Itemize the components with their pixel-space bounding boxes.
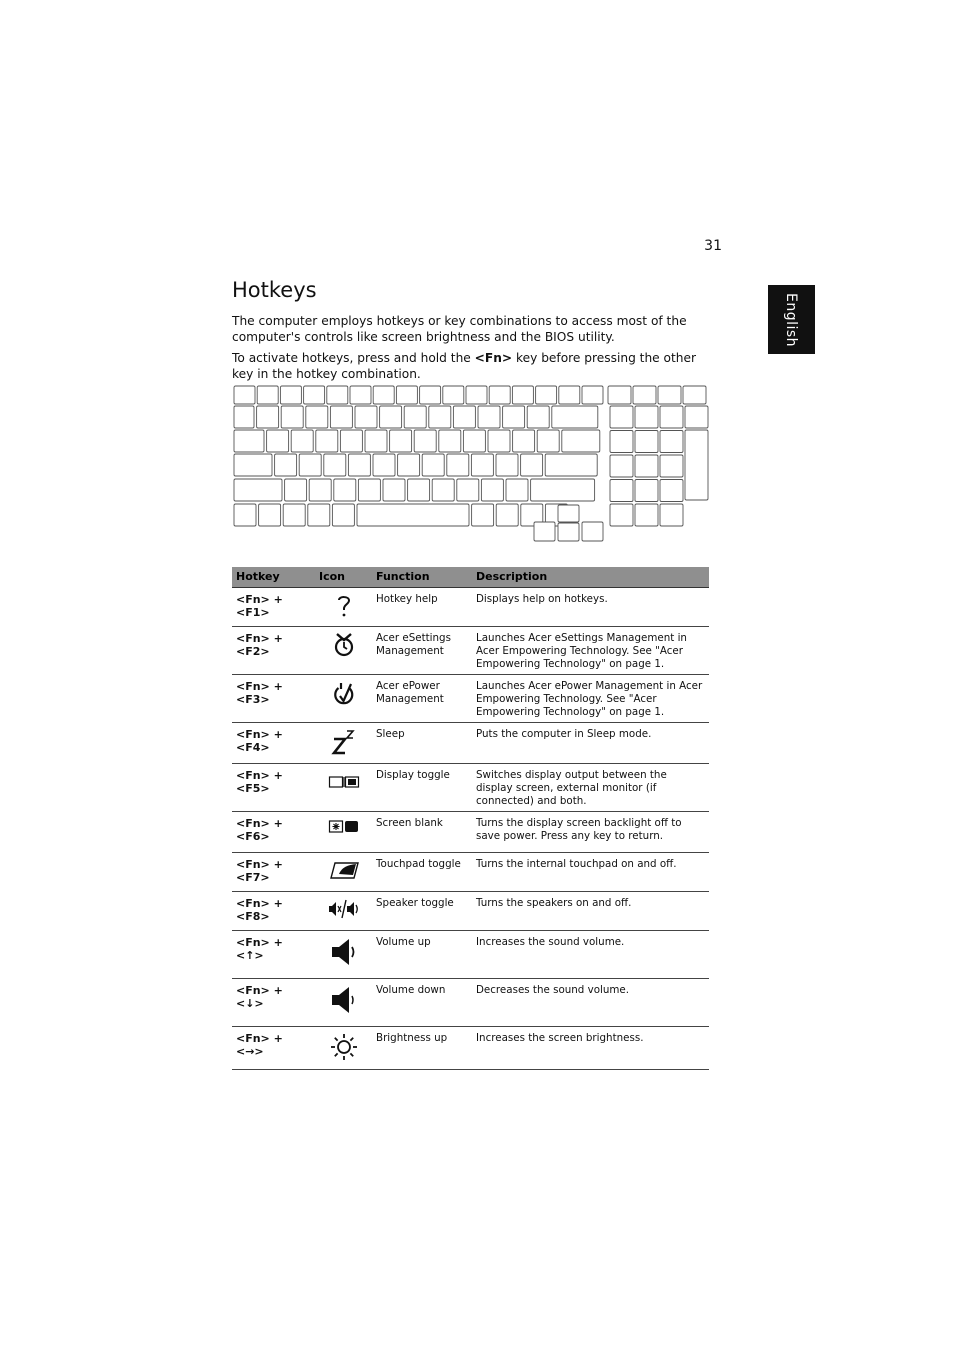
keyboard-illustration [232,385,710,543]
epower-icon [315,674,372,722]
header-hotkey: Hotkey [232,567,315,587]
hotkey-cell: <Fn> + <↓> [232,978,315,1026]
keyboard-key [340,430,362,452]
description-cell: Launches Acer eSettings Management in Acer Empowering Technology. See "Acer Empowering Technology" on page 1. [472,626,709,674]
keyboard-key [496,454,518,476]
hotkey-cell: <Fn> + <F4> [232,722,315,763]
keyboard-key [373,386,394,404]
sleep-icon [315,722,372,763]
keyboard-key [685,430,708,500]
keyboard-key [234,430,264,452]
hotkey-cell: <Fn> + <F2> [232,626,315,674]
keyboard-key [299,454,321,476]
keyboard-key [527,406,549,428]
touchpad-icon [315,852,372,891]
screen-blank-icon [315,811,372,852]
keyboard-key [334,479,356,501]
keyboard-key [503,406,525,428]
keyboard-key [457,479,479,501]
keyboard-key [488,430,510,452]
keyboard-key [348,454,370,476]
keyboard-key [506,479,528,501]
keyboard-key [683,386,706,404]
keyboard-key [447,454,469,476]
keyboard-key [429,406,451,428]
table-row [232,891,709,930]
keyboard-key [660,504,683,526]
keyboard-key [534,522,555,541]
keyboard-key [285,479,307,501]
keyboard-key [408,479,430,501]
keyboard-key [332,504,354,526]
hotkey-cell: <Fn> + <F3> [232,674,315,722]
keyboard-key [414,430,436,452]
function-cell: Speaker toggle [372,891,472,930]
esettings-icon [315,626,372,674]
keyboard-key [327,386,348,404]
language-tab [768,285,815,354]
table-row [232,763,709,811]
keyboard-key [552,406,598,428]
keyboard-key [489,386,510,404]
keyboard-key [537,430,559,452]
keyboard-key [316,430,338,452]
header-description: Description [472,567,709,587]
keyboard-key [309,479,331,501]
activate-text-before: To activate hotkeys, press and hold the [232,351,475,365]
description-cell: Switches display output between the display screen, external monitor (if connected) and both. [472,763,709,811]
keyboard-key [404,406,426,428]
fn-key-inline: <Fn> [474,351,513,365]
keyboard-key [306,406,328,428]
brightness-up-icon [315,1026,372,1069]
keyboard-key [398,454,420,476]
keyboard-key [422,454,444,476]
table-row [232,587,709,626]
keyboard-key [304,386,325,404]
display-toggle-icon [315,763,372,811]
keyboard-key [536,386,557,404]
keyboard-key [281,406,303,428]
keyboard-key [635,406,658,428]
keyboard-key [610,406,633,428]
keyboard-key [481,479,503,501]
keyboard-key [558,523,579,541]
table-row [232,626,709,674]
description-cell: Turns the speakers on and off. [472,891,709,930]
keyboard-key [562,430,600,452]
keyboard-key [453,406,475,428]
keyboard-key [280,386,301,404]
keyboard-key [610,431,633,453]
keyboard-key [350,386,371,404]
keyboard-key [478,406,500,428]
keyboard-key [513,430,535,452]
keyboard-key [610,504,633,526]
keyboard-key [390,430,412,452]
function-cell: Display toggle [372,763,472,811]
keyboard-key [608,386,631,404]
table-row [232,978,709,1026]
page-title: Hotkeys [232,278,317,302]
description-cell: Increases the screen brightness. [472,1026,709,1069]
volume-down-icon [315,978,372,1026]
hotkey-cell: <Fn> + <F6> [232,811,315,852]
keyboard-key [466,386,487,404]
function-cell: Brightness up [372,1026,472,1069]
keyboard-key [471,454,493,476]
keyboard-key [660,455,683,477]
function-cell: Hotkey help [372,587,472,626]
keyboard-key [373,454,395,476]
keyboard-key [582,522,603,541]
table-header-row [232,567,709,587]
description-cell: Increases the sound volume. [472,930,709,978]
function-cell: Volume down [372,978,472,1026]
table-row [232,674,709,722]
keyboard-key [635,480,658,502]
keyboard-key [635,504,658,526]
function-cell: Volume up [372,930,472,978]
hotkey-table [232,567,709,1070]
keyboard-key [234,386,255,404]
table-row [232,1026,709,1069]
keyboard-key [234,454,272,476]
keyboard-key [383,479,405,501]
description-cell: Turns the display screen backlight off to save power. Press any key to return. [472,811,709,852]
question-mark-icon [315,587,372,626]
keyboard-key [234,479,282,501]
header-icon: Icon [315,567,372,587]
description-cell: Launches Acer ePower Management in Acer Empowering Technology. See "Acer Empowering Technology" on page 1. [472,674,709,722]
keyboard-key [545,454,597,476]
function-cell: Acer eSettings Management [372,626,472,674]
table-row [232,722,709,763]
keyboard-key [291,430,313,452]
keyboard-key [610,455,633,477]
activate-paragraph [232,350,710,382]
keyboard-key [496,504,518,526]
language-tab-label: English [783,292,800,347]
header-function: Function [372,567,472,587]
function-cell: Acer ePower Management [372,674,472,722]
keyboard-key [443,386,464,404]
activate-text-after: key before pressing the other key in the hotkey combination. [232,351,697,381]
function-cell: Sleep [372,722,472,763]
keyboard-key [380,406,402,428]
keyboard-key [559,386,580,404]
keyboard-key [512,386,533,404]
table-row [232,811,709,852]
keyboard-key [635,431,658,453]
table-row [232,930,709,978]
keyboard-key [685,406,708,428]
hotkey-cell: <Fn> + <↑> [232,930,315,978]
intro-paragraph: The computer employs hotkeys or key combinations to access most of the computer's controls like screen brightness and the BIOS utility. [232,314,687,344]
hotkey-cell: <Fn> + <F7> [232,852,315,891]
keyboard-key [234,504,256,526]
description-cell: Puts the computer in Sleep mode. [472,722,709,763]
keyboard-key [275,454,297,476]
keyboard-key [633,386,656,404]
keyboard-key [259,504,281,526]
description-cell: Turns the internal touchpad on and off. [472,852,709,891]
keyboard-key [660,431,683,453]
keyboard-key [355,406,377,428]
hotkey-cell: <Fn> + <F5> [232,763,315,811]
keyboard-key [420,386,441,404]
keyboard-key [635,455,658,477]
hotkey-cell: <Fn> + <→> [232,1026,315,1069]
keyboard-key [324,454,346,476]
speaker-toggle-icon [315,891,372,930]
keyboard-key [257,386,278,404]
description-cell: Displays help on hotkeys. [472,587,709,626]
keyboard-key [439,430,461,452]
keyboard-key [267,430,289,452]
page-number: 31 [704,238,722,254]
keyboard-key [330,406,352,428]
keyboard-key [582,386,603,404]
keyboard-key [610,480,633,502]
function-cell: Touchpad toggle [372,852,472,891]
hotkey-cell: <Fn> + <F1> [232,587,315,626]
keyboard-key [658,386,681,404]
hotkey-cell: <Fn> + <F8> [232,891,315,930]
function-cell: Screen blank [372,811,472,852]
keyboard-key [308,504,330,526]
description-cell: Decreases the sound volume. [472,978,709,1026]
keyboard-key [531,479,595,501]
keyboard-key [660,480,683,502]
keyboard-key [396,386,417,404]
keyboard-key [234,406,254,428]
keyboard-key [283,504,305,526]
keyboard-key [365,430,387,452]
keyboard-key [558,505,579,522]
keyboard-key [358,479,380,501]
keyboard-key [660,406,683,428]
keyboard-key [257,406,279,428]
table-row [232,852,709,891]
keyboard-key [432,479,454,501]
keyboard-key [463,430,485,452]
keyboard-key [472,504,494,526]
volume-up-icon [315,930,372,978]
keyboard-key [357,504,469,526]
keyboard-key [521,454,543,476]
